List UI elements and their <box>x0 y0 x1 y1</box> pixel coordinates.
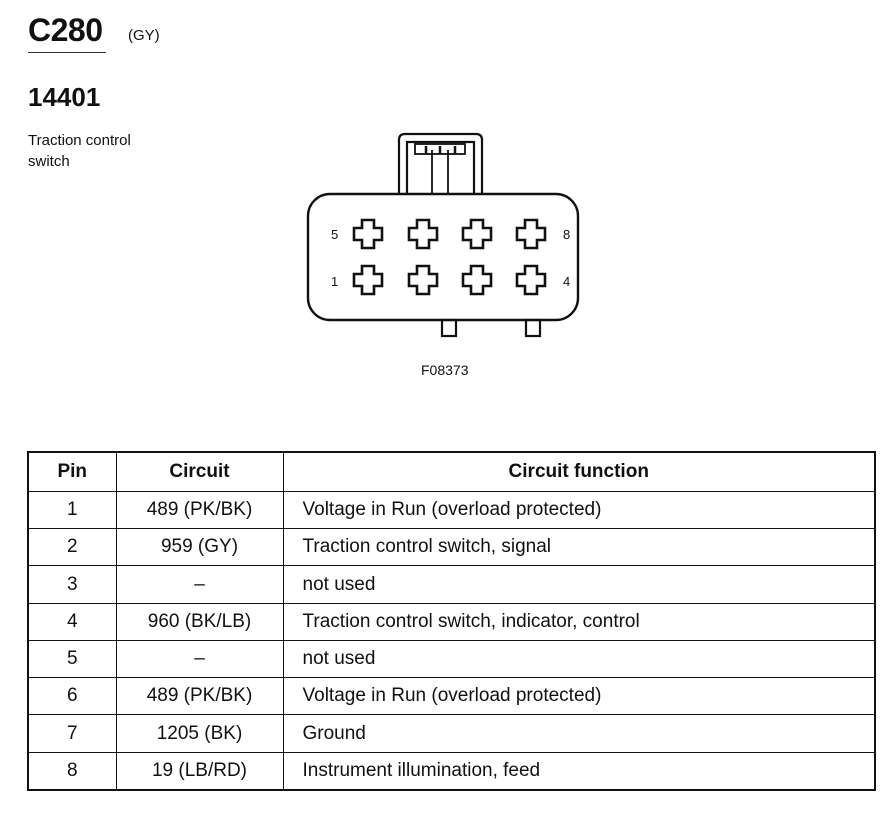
table-row <box>28 566 875 603</box>
pin-label-top-left: 5 <box>331 227 339 242</box>
table-row <box>28 678 875 715</box>
pin-number: 3 <box>28 566 116 603</box>
table-row <box>28 752 875 790</box>
pin-number: 4 <box>28 603 116 640</box>
circuit-id: 959 (GY) <box>116 529 283 566</box>
table-header-row <box>28 452 875 492</box>
circuit-id: 19 (LB/RD) <box>116 752 283 790</box>
connector-key-right <box>526 320 540 336</box>
circuit-function: Instrument illumination, feed <box>283 752 875 790</box>
figure-code: F08373 <box>421 362 469 378</box>
circuit-id: 960 (BK/LB) <box>116 603 283 640</box>
pin-cavity-7 <box>463 220 491 248</box>
circuit-function: not used <box>283 640 875 677</box>
component-name: Traction control switch <box>28 132 131 170</box>
pin-number: 6 <box>28 678 116 715</box>
pin-cavity-5 <box>354 220 382 248</box>
header-circuit: Circuit <box>116 452 283 492</box>
table-row <box>28 529 875 566</box>
pin-cavity-3 <box>463 266 491 294</box>
connector-color: (GY) <box>128 27 160 44</box>
circuit-id: – <box>116 640 283 677</box>
header-function: Circuit function <box>283 452 875 492</box>
circuit-function: Traction control switch, signal <box>283 529 875 566</box>
pin-cavity-8 <box>517 220 545 248</box>
pin-cavity-1 <box>354 266 382 294</box>
circuit-function: Traction control switch, indicator, control <box>283 603 875 640</box>
pin-number: 5 <box>28 640 116 677</box>
header-pin: Pin <box>28 452 116 492</box>
pin-label-bottom-left: 1 <box>331 274 339 289</box>
pin-cavity-6 <box>409 220 437 248</box>
connector-body <box>308 194 578 320</box>
part-number: 14401 <box>28 82 101 112</box>
circuit-id: 1205 (BK) <box>116 715 283 752</box>
table-row <box>28 492 875 529</box>
circuit-function: Voltage in Run (overload protected) <box>283 678 875 715</box>
pin-number: 7 <box>28 715 116 752</box>
pin-label-bottom-right: 4 <box>563 274 571 289</box>
circuit-function: not used <box>283 566 875 603</box>
title-underline <box>28 52 106 53</box>
circuit-id: 489 (PK/BK) <box>116 492 283 529</box>
connector-id: C280 <box>28 12 103 48</box>
table-row <box>28 715 875 752</box>
pin-number: 8 <box>28 752 116 790</box>
connector-key-left <box>442 320 456 336</box>
circuit-function: Voltage in Run (overload protected) <box>283 492 875 529</box>
connector-face-diagram <box>300 125 590 345</box>
pin-label-top-right: 8 <box>563 227 571 242</box>
pin-table <box>27 451 876 791</box>
circuit-function: Ground <box>283 715 875 752</box>
pin-number: 1 <box>28 492 116 529</box>
circuit-id: – <box>116 566 283 603</box>
pin-cavity-2 <box>409 266 437 294</box>
pin-number: 2 <box>28 529 116 566</box>
table-row <box>28 603 875 640</box>
pin-cavity-4 <box>517 266 545 294</box>
circuit-id: 489 (PK/BK) <box>116 678 283 715</box>
table-row <box>28 640 875 677</box>
